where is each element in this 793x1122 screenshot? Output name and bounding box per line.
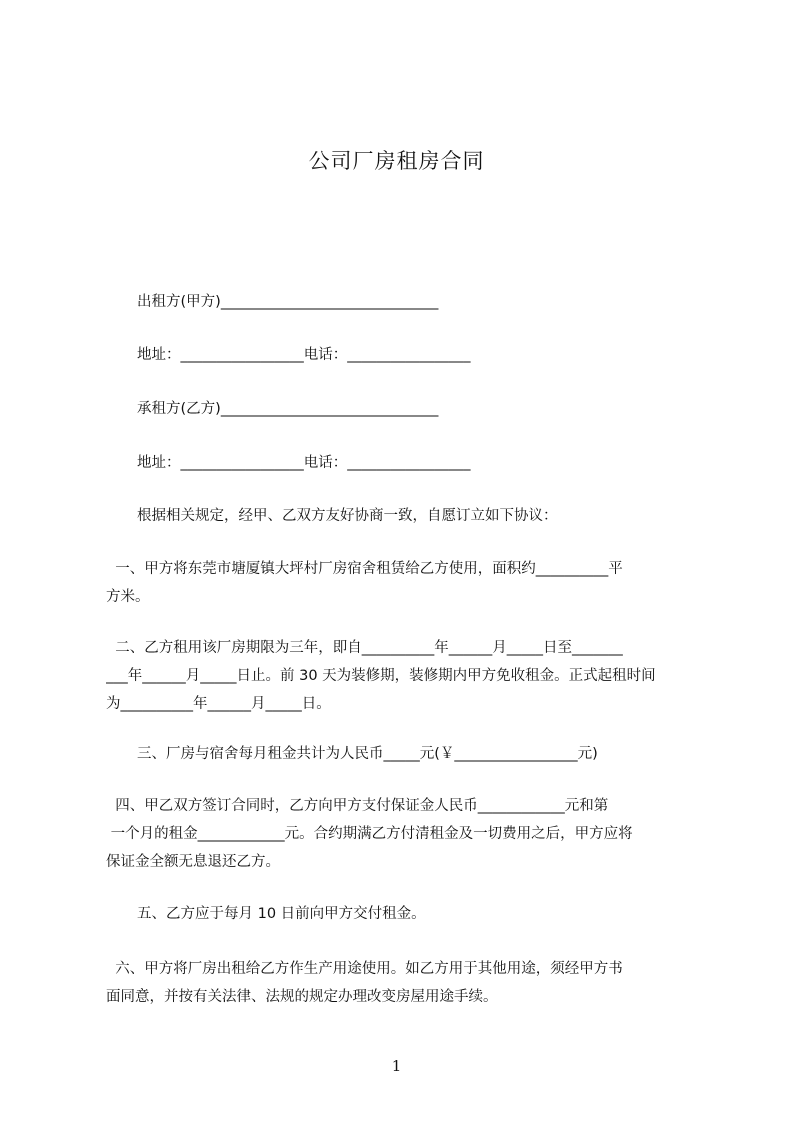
clause-6: [106, 955, 698, 1011]
clause-2: [106, 634, 698, 718]
lessor-line: 出租方(甲方)______________________________: [137, 294, 439, 310]
clause-5: 五、乙方应于每月 10 日前向甲方交付租金。: [137, 906, 426, 922]
clause-4: [106, 792, 698, 876]
intro-paragraph: 根据相关规定，经甲、乙双方友好协商一致，自愿订立如下协议：: [137, 508, 558, 524]
clause-1-line-1: 一、甲方将东莞市塘厦镇大坪村厂房宿舍租赁给乙方使用，面积约__________平: [106, 561, 623, 577]
clause-1: [106, 555, 698, 611]
clause-4-line-1: 四、甲乙双方签订合同时，乙方向甲方支付保证金人民币____________元和第: [106, 798, 609, 814]
lessee-address-line: 地址：_________________电话：_________________: [137, 455, 471, 471]
clause-2-line-2: ___年______月_____日止。前 30 天为装修期，装修期内甲方免收租金。正式起租时间: [106, 668, 656, 684]
clause-2-line-3: 为__________年______月_____日。: [106, 696, 331, 712]
clause-2-line-1: 二、乙方租用该厂房期限为三年，即自__________年______月_____日至_______: [106, 640, 623, 656]
clause-4-line-3: 保证金全额无息退还乙方。: [106, 854, 280, 870]
clause-3: 三、厂房与宿舍每月租金共计为人民币_____元(￥_________________元): [137, 746, 598, 762]
lessor-address-line: 地址：_________________电话：_________________: [137, 347, 471, 363]
lessee-line: 承租方(乙方)______________________________: [137, 401, 439, 417]
clause-6-line-2: 面同意，并按有关法律、法规的规定办理改变房屋用途手续。: [106, 989, 498, 1005]
clause-4-line-2: 一个月的租金____________元。合约期满乙方付清租金及一切费用之后，甲方应将: [106, 826, 633, 842]
clause-1-line-2: 方米。: [106, 589, 150, 605]
page-title: 公司厂房租房合同: [308, 149, 485, 173]
clause-6-line-1: 六、甲方将厂房出租给乙方作生产用途使用。如乙方用于其他用途，须经甲方书: [106, 961, 623, 977]
page-number: 1: [391, 1057, 402, 1075]
